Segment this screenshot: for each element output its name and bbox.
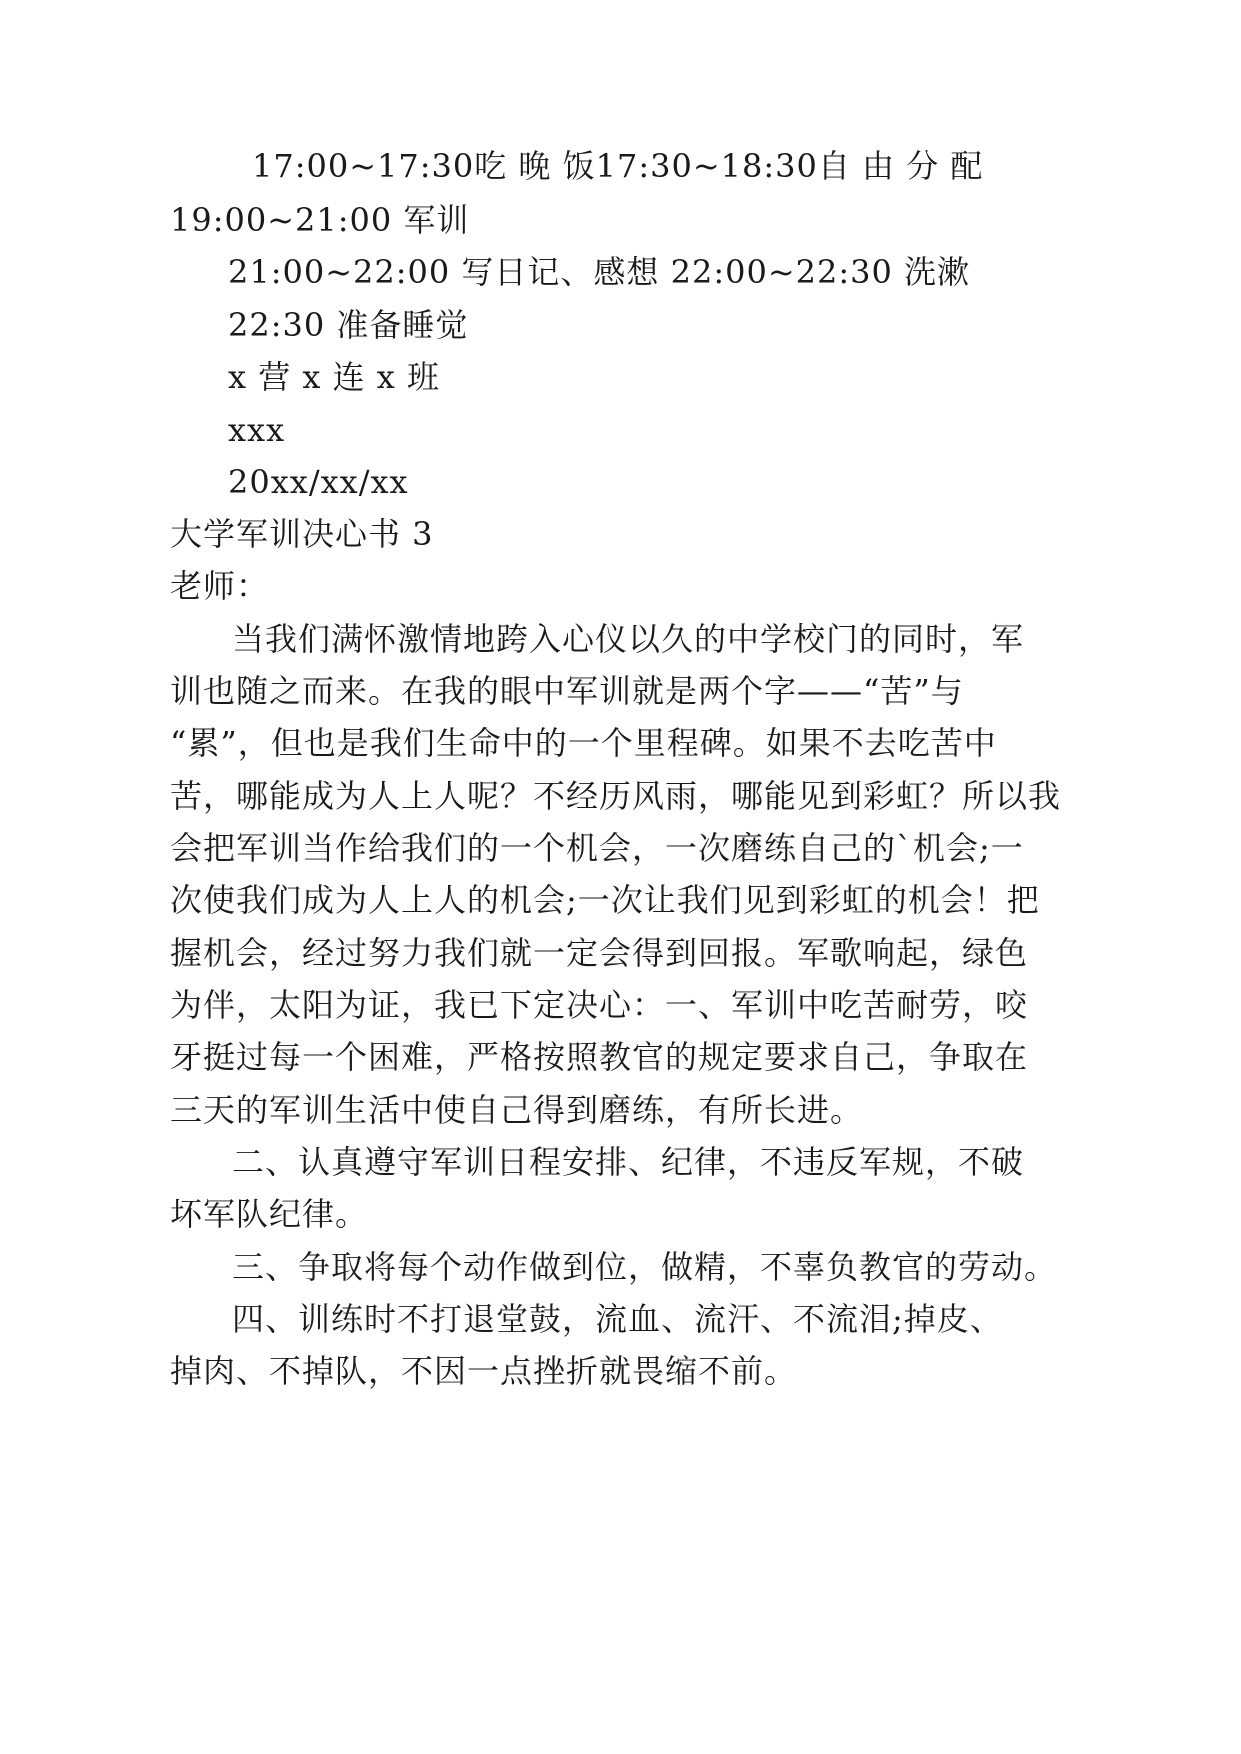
- body-line: 次使我们成为人上人的机会;一次让我们见到彩虹的机会！把: [170, 881, 1040, 919]
- body-line: 训也随之而来。在我的眼中军训就是两个字——“苦”与: [170, 672, 964, 710]
- salutation: 老师：: [170, 567, 270, 605]
- signature-name: xxx: [228, 411, 286, 449]
- schedule-activity: 吃 晚 饭: [474, 147, 596, 185]
- body-line: 二、认真遵守军训日程安排、纪律，不违反军规，不破: [232, 1143, 1025, 1181]
- section-title: 大学军训决心书 3: [170, 515, 434, 553]
- body-line: 牙挺过每一个困难，严格按照教官的规定要求自己，争取在: [170, 1038, 1029, 1076]
- signature-unit: x 营 x 连 x 班: [228, 358, 441, 396]
- body-line: 坏军队纪律。: [170, 1195, 369, 1233]
- body-line: 三天的军训生活中使自己得到磨练，有所长进。: [170, 1091, 864, 1129]
- schedule-activity: 自 由 分 配: [817, 147, 984, 185]
- schedule-line-2: 19:00~21:00 军训: [170, 201, 470, 239]
- body-line: 会把军训当作给我们的一个机会，一次磨练自己的`机会;一: [170, 829, 1024, 867]
- schedule-time: 17:30~18:30: [595, 147, 818, 185]
- body-line: 四、训练时不打退堂鼓，流血、流汗、不流泪;掉皮、: [232, 1300, 1003, 1338]
- body-line: 三、争取将每个动作做到位，做精，不辜负教官的劳动。: [232, 1248, 1058, 1286]
- schedule-line-3: 21:00~22:00 写日记、感想 22:00~22:30 洗漱: [228, 253, 971, 291]
- body-line: “累”，但也是我们生命中的一个里程碑。如果不去吃苦中: [170, 724, 997, 762]
- schedule-time: 17:00~17:30: [252, 147, 475, 185]
- schedule-line-4: 22:30 准备睡觉: [228, 306, 469, 344]
- schedule-line-1: [252, 146, 984, 186]
- body-line: 掉肉、不掉队，不因一点挫折就畏缩不前。: [170, 1352, 798, 1390]
- body-line: 为伴，太阳为证，我已下定决心：一、军训中吃苦耐劳，咬: [170, 986, 1029, 1024]
- body-line: 苦，哪能成为人上人呢？不经历风雨，哪能见到彩虹？所以我: [170, 777, 1062, 815]
- body-line: 握机会，经过努力我们就一定会得到回报。军歌响起，绿色: [170, 934, 1029, 972]
- body-line: 当我们满怀激情地跨入心仪以久的中学校门的同时，军: [232, 620, 1025, 658]
- signature-date: 20xx/xx/xx: [228, 463, 409, 501]
